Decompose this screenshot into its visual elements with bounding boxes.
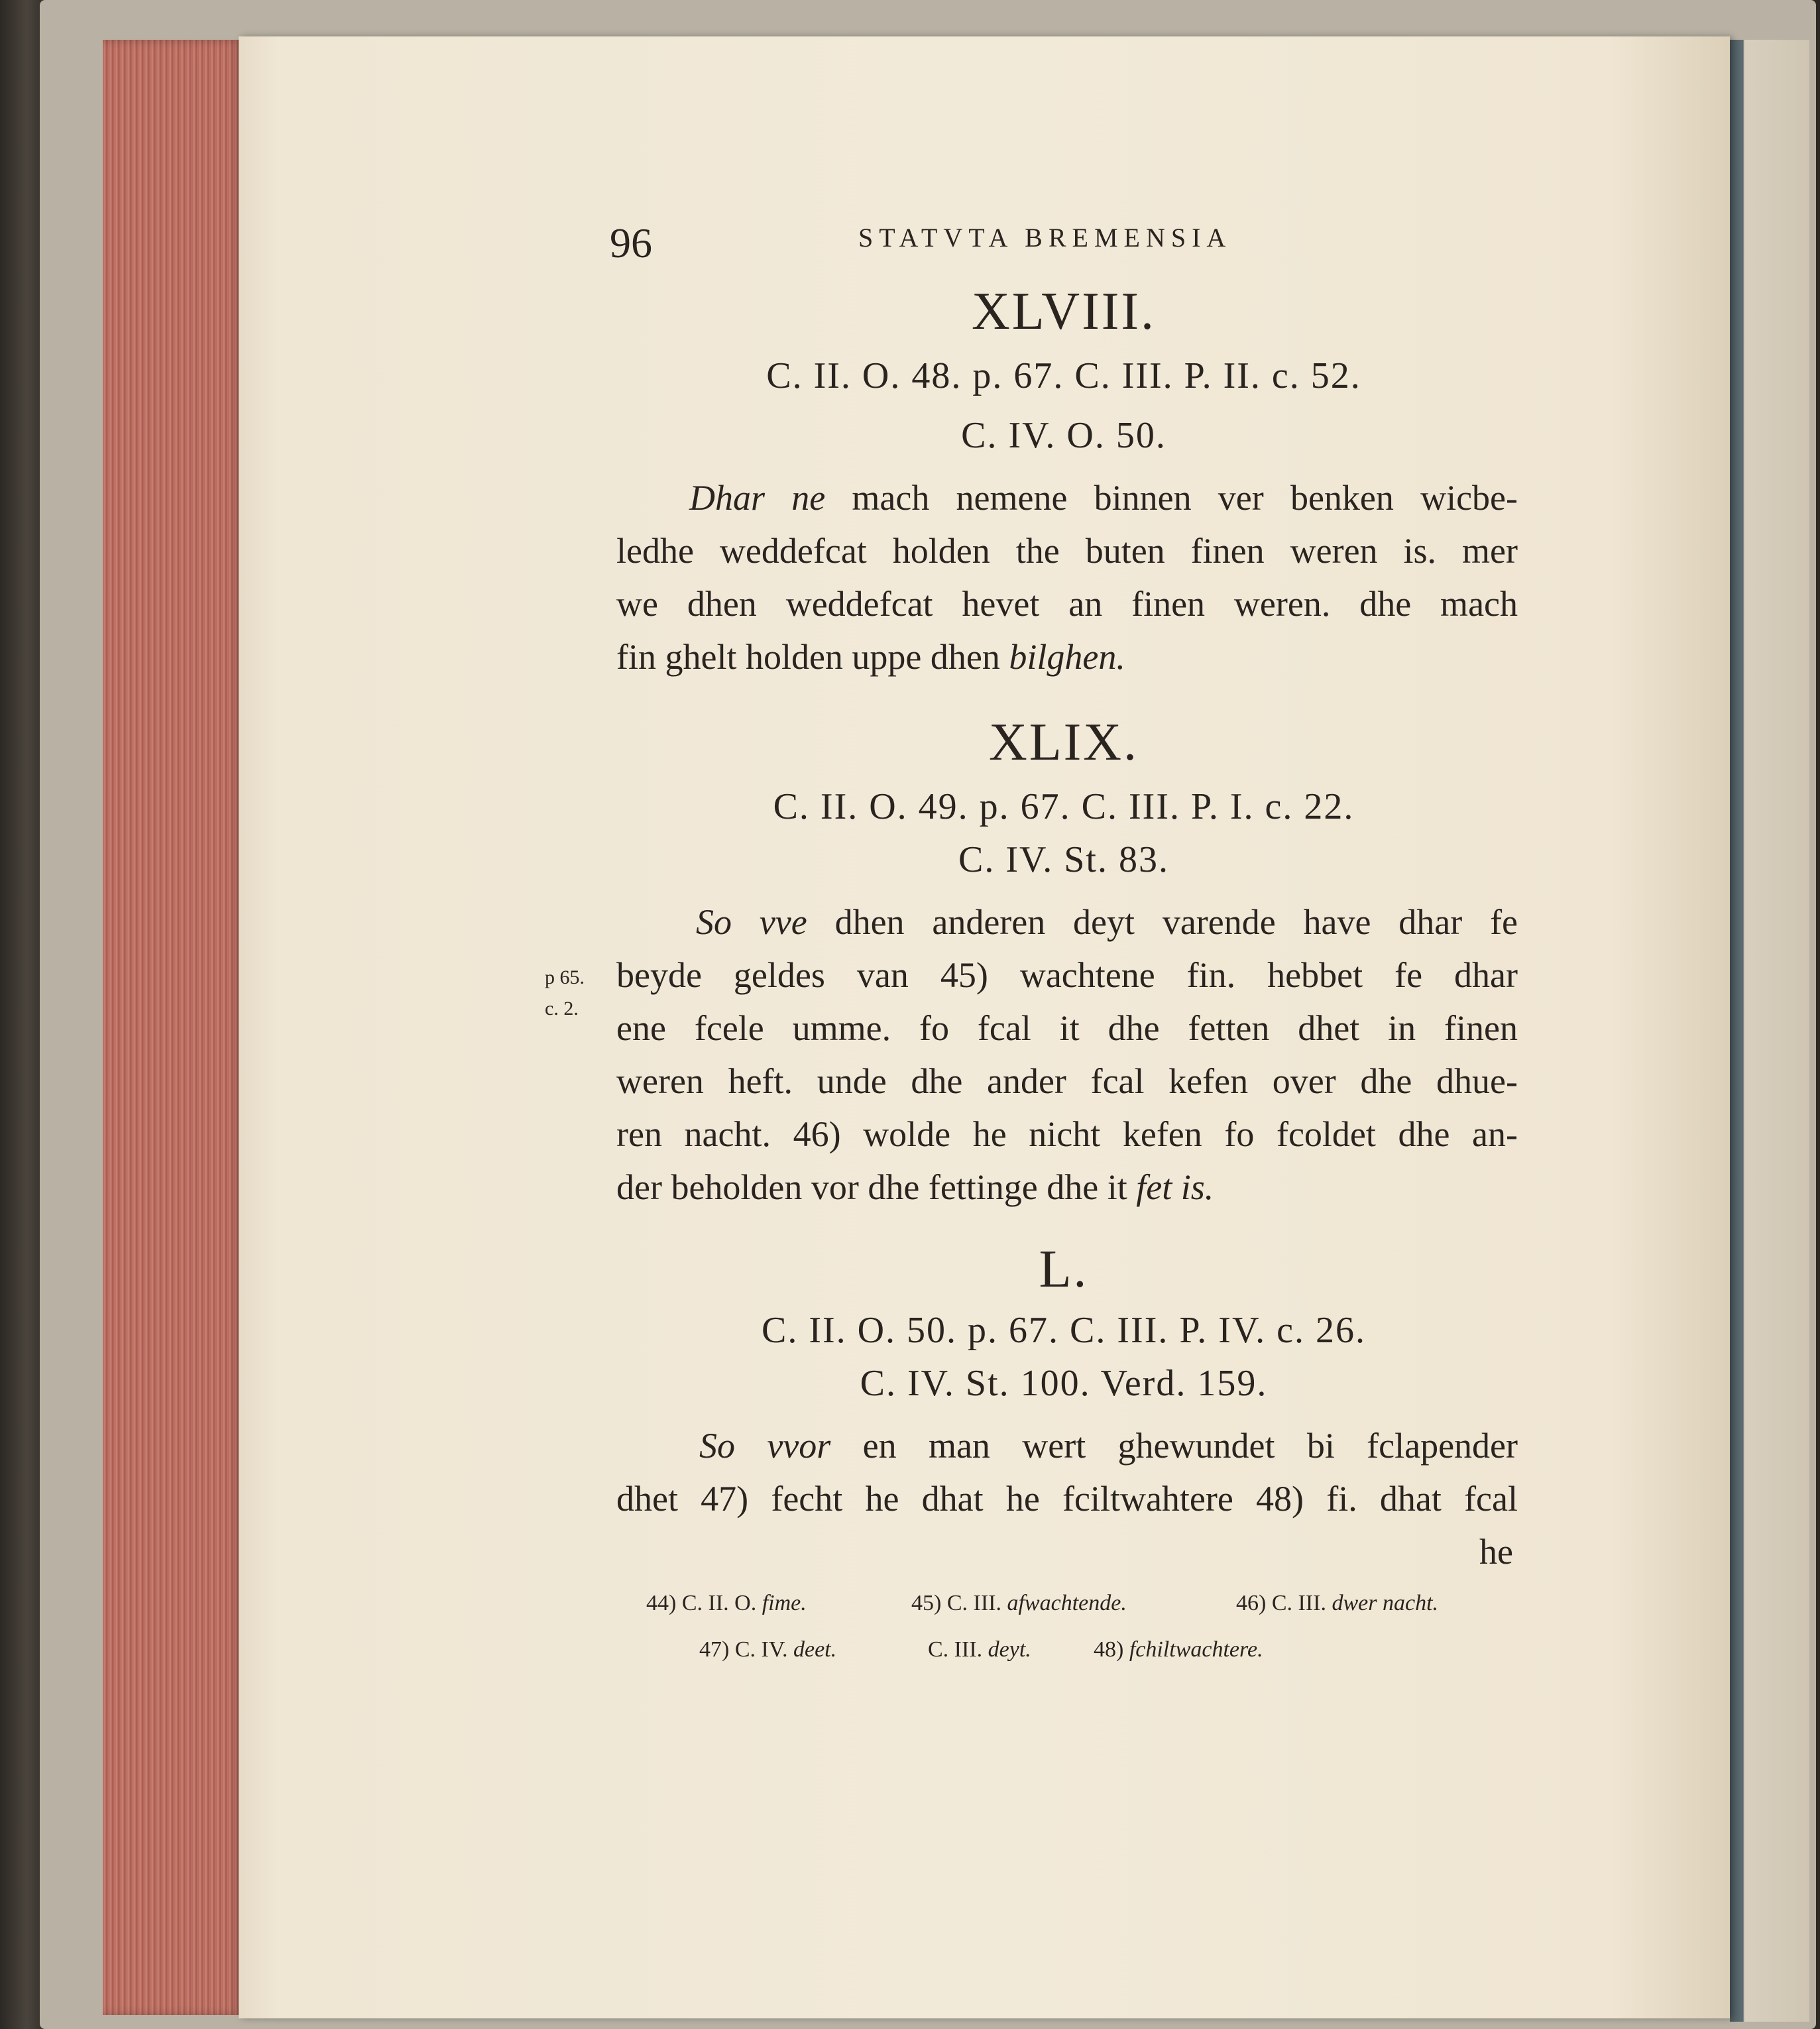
text-line: beyde geldes van 45) wachtene fin. hebbet fe dhar	[616, 955, 1518, 995]
footnote: C. III. deyt.	[928, 1637, 1031, 1662]
text-line: ren nacht. 46) wolde he nicht kefen fo fcoldet dhe an-	[616, 1114, 1518, 1154]
footnote: 45) C. III. afwachtende.	[911, 1591, 1127, 1615]
section-reference: C. II. O. 49. p. 67. C. III. P. I. c. 22.	[773, 786, 1355, 827]
section-reference: C. IV. St. 83.	[958, 839, 1169, 880]
footnote: 48) fchiltwachtere.	[1094, 1637, 1263, 1662]
section-reference: C. II. O. 50. p. 67. C. III. P. IV. c. 26.	[761, 1310, 1367, 1351]
section-reference: C. II. O. 48. p. 67. C. III. P. II. c. 52.	[766, 355, 1361, 396]
footnote: 44) C. II. O. fime.	[646, 1591, 807, 1615]
text-line: dhet 47) fecht he dhat he fciltwahtere 48) fi. dhat fcal	[616, 1479, 1518, 1519]
footnote: 46) C. III. dwer nacht.	[1236, 1591, 1439, 1615]
section-number: XLIX.	[988, 713, 1139, 772]
text-line: Dhar ne mach nemene binnen ver benken wicbe-	[689, 478, 1518, 518]
text-line: fin ghelt holden uppe dhen bilghen.	[616, 637, 1125, 677]
page-number: 96	[610, 219, 652, 266]
section-number: XLVIII.	[972, 282, 1156, 341]
section-reference: C. IV. O. 50.	[961, 415, 1166, 456]
text-line: So vve dhen anderen deyt varende have dhar fe	[696, 902, 1518, 942]
margin-note: p 65.	[545, 966, 585, 988]
footnote: 47) C. IV. deet.	[699, 1637, 837, 1662]
section-reference: C. IV. St. 100. Verd. 159.	[860, 1363, 1268, 1404]
margin-note: c. 2.	[545, 998, 579, 1019]
section-number: L.	[1039, 1240, 1089, 1299]
initial-words: Dhar ne	[689, 478, 826, 518]
text-line: we dhen weddefcat hevet an finen weren. dhe mach	[616, 584, 1518, 624]
catchword: he	[1479, 1532, 1513, 1572]
text-line: ledhe weddefcat holden the buten finen weren is. mer	[616, 531, 1518, 571]
running-title: STATVTA BREMENSIA	[858, 223, 1232, 253]
text-line: weren heft. unde dhe ander fcal kefen over dhe dhue-	[616, 1061, 1518, 1101]
text-line: So vvor en man wert ghewundet bi fclapender	[699, 1426, 1518, 1466]
text-line: der beholden vor dhe fettinge dhe it fet is.	[616, 1167, 1214, 1207]
text-line: ene fcele umme. fo fcal it dhe fetten dhet in finen	[616, 1008, 1518, 1048]
